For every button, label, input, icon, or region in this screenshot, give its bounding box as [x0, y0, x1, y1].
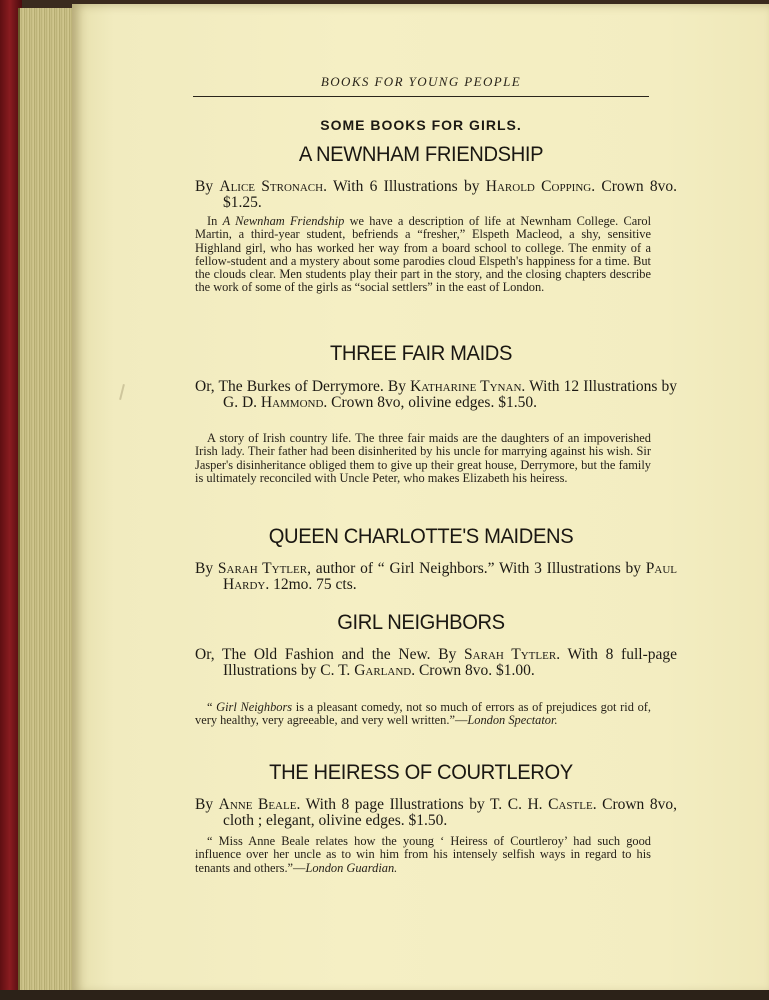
entry-price: . Crown 8vo, cloth ; elegant, olivine edges. $1.50.	[223, 796, 677, 829]
running-head-rule	[193, 96, 649, 97]
entry-price: . Crown 8vo. $1.00.	[411, 662, 535, 679]
entry-text: , author of “ Girl Neighbors.” With 3 Illustrations by	[307, 560, 646, 577]
book-description-2: A story of Irish country life. The three fair maids are the daughters of an impoverished Irish lady. Their father had been disinherited by his uncle for marrying against his wish. Sir Jasper's disinheritance obliged them to give up their great house, Derrymore, but the family is ultimately reconciled with Uncle Peter, who makes Elizabeth his heiress.	[195, 431, 651, 485]
desc-text: In	[207, 214, 223, 228]
author-name: Anne Beale	[218, 796, 297, 813]
entry-price: . Crown 8vo, olivine edges. $1.50.	[323, 394, 537, 411]
entry-text: By	[195, 796, 219, 813]
book-description-4	[195, 701, 651, 728]
entry-text: Or, The Burkes of Derrymore. By	[195, 378, 411, 395]
title-reference: A Newnham Friendship	[222, 214, 345, 228]
book-title-3: QUEEN CHARLOTTE'S MAIDENS	[268, 525, 574, 548]
book-entry-5	[195, 797, 677, 829]
review-source: London Spectator.	[467, 713, 558, 728]
page-shadow	[0, 990, 769, 1000]
book-entry-3	[195, 561, 677, 593]
book-description-1	[195, 215, 651, 295]
illustrator-name: Castle	[548, 796, 593, 813]
entry-text: . With 8 full-page Illustrations by C. T.	[223, 646, 677, 679]
book-description-5	[195, 835, 651, 875]
illustrator-name: Garland	[354, 662, 412, 679]
entry-text: By	[195, 178, 220, 195]
book-title-5: THE HEIRESS OF COURTLEROY	[269, 761, 573, 784]
desc-text: we have a description of life at Newnham College. Carol Martin, a third-year student, befriends a “fresher,” Elspeth Macleod, a shy, sensitive Highland girl, who has worked her way from a board school to college. The enmity of a fellow-student and a mystery about some parodies cloud Elspeth's happiness for a time. But the clouds clear. Men students play their part in the story, and the closing chapters describe the work of some of the girls as “social settlers” in the east of London.	[195, 214, 652, 295]
desc-text: is a pleasant comedy, not so much of errors as of prejudices got rid of, very healthy, very agreeable, and very well written.”—	[195, 700, 651, 728]
running-head: BOOKS FOR YOUNG PEOPLE	[320, 74, 522, 89]
book-entry-1	[195, 179, 677, 211]
entry-text: Or, The Old Fashion and the New. By	[195, 646, 465, 663]
entry-text: . With 12 Illustrations by G. D.	[223, 378, 678, 411]
illustrator-name: Hammond	[260, 394, 324, 411]
entry-text: . With 6 Illustrations by	[323, 178, 486, 195]
desc-text: “	[207, 700, 217, 714]
entry-price: . 12mo. 75 cts.	[265, 576, 357, 593]
title-reference: Girl Neighbors	[216, 700, 293, 714]
book-title-2: THREE FAIR MAIDS	[329, 342, 513, 365]
section-title: SOME BOOKS FOR GIRLS.	[320, 117, 522, 133]
book-title-1: A NEWNHAM FRIENDSHIP	[298, 143, 544, 166]
author-name: Katharine Tynan	[410, 378, 522, 395]
illustrator-name: Paul Hardy	[223, 560, 678, 593]
entry-text: By	[195, 560, 218, 577]
review-source: London Guardian.	[305, 860, 398, 875]
author-name: Sarah Tytler	[464, 646, 557, 663]
author-name: Sarah Tytler	[217, 560, 308, 577]
author-name: Alice Stronach	[219, 178, 324, 195]
entry-text: . With 8 page Illustrations by T. C. H.	[296, 796, 549, 813]
entry-price: . Crown 8vo. $1.25.	[223, 178, 677, 211]
book-entry-4	[195, 647, 677, 679]
illustrator-name: Harold Copping	[485, 178, 592, 195]
book-entry-2	[195, 379, 677, 411]
desc-text: “ Miss Anne Beale relates how the young ‘ Heiress of Courtleroy’ had such good influence over her uncle as to win him from his intensely selfish ways in regard to his tenants and others.”—	[195, 834, 651, 875]
book-title-4: GIRL NEIGHBORS	[337, 611, 505, 634]
